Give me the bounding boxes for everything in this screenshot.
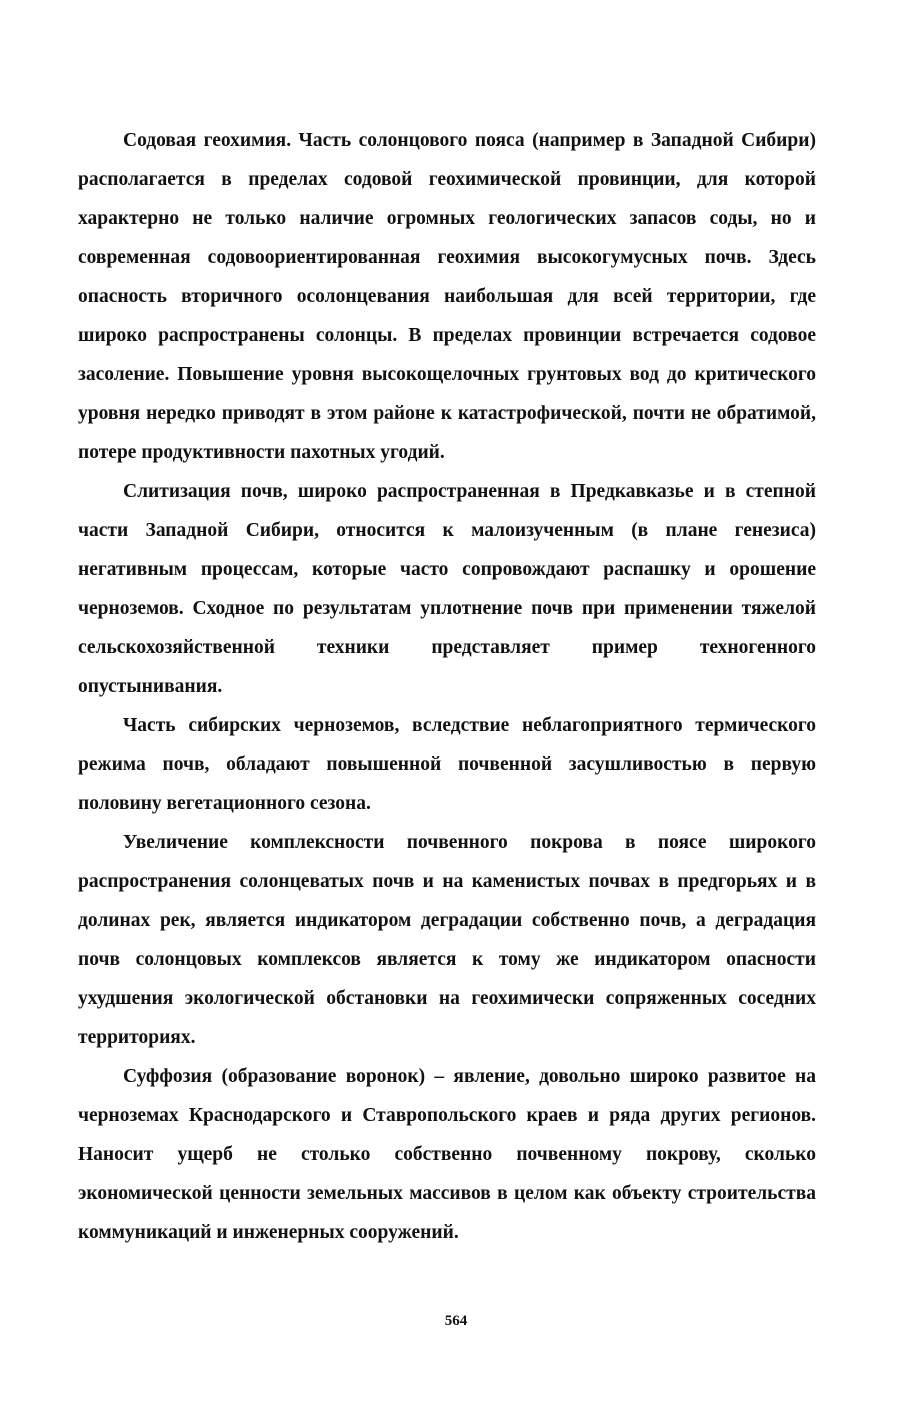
body-text — [78, 121, 816, 1252]
paragraph-siberian-chernozems: Часть сибирских черноземов, вследствие неблагоприятного термического режима почв, обладают повышенной почвенной засушливостью в первую половину вегетационного сезона. — [78, 715, 816, 814]
paragraph-soil-complexity: Увеличение комплексности почвенного покрова в поясе широкого распространения солонцеватых почв и на каменистых почвах в предгорьях и в долинах рек, является индикатором деградации собственно почв, а деградация почв солонцовых комплексов является к тому же индикатором опасности ухудшения экологической обстановки на геохимически сопряженных соседних территориях. — [78, 832, 816, 1048]
page-number: 564 — [444, 1313, 468, 1329]
paragraph-soda-geochemistry: Содовая геохимия. Часть солонцового пояса (например в Западной Сибири) располагается в пределах содовой геохимической провинции, для которой характерно не только наличие огромных геологических запасов соды, но и современная содовоориентированная геохимия высокогумусных почв. Здесь опасность вторичного осолонцевания наибольшая для всей территории, где широко распространены солонцы. В пределах провинции встречается содовое засоление. Повышение уровня высокощелочных грунтовых вод до критического уровня нередко приводят в этом районе к катастрофической, почти не обратимой, потере продуктивности пахотных угодий. — [78, 130, 816, 463]
paragraph-suffosion: Суффозия (образование воронок) – явление, довольно широко развитое на черноземах Краснодарского и Ставропольского краев и ряда других регионов. Наносит ущерб не столько собственно почвенному покрову, сколько экономической ценности земельных массивов в целом как объекту строительства коммуникаций и инженерных сооружений. — [78, 1066, 816, 1243]
paragraph-slitization: Слитизация почв, широко распространенная в Предкавказье и в степной части Западной Сибири, относится к малоизученным (в плане генезиса) негативным процессам, которые часто сопровождают распашку и орошение черноземов. Сходное по результатам уплотнение почв при применении тяжелой сельскохозяйственной техники представляет пример техногенного опустынивания. — [78, 481, 816, 697]
